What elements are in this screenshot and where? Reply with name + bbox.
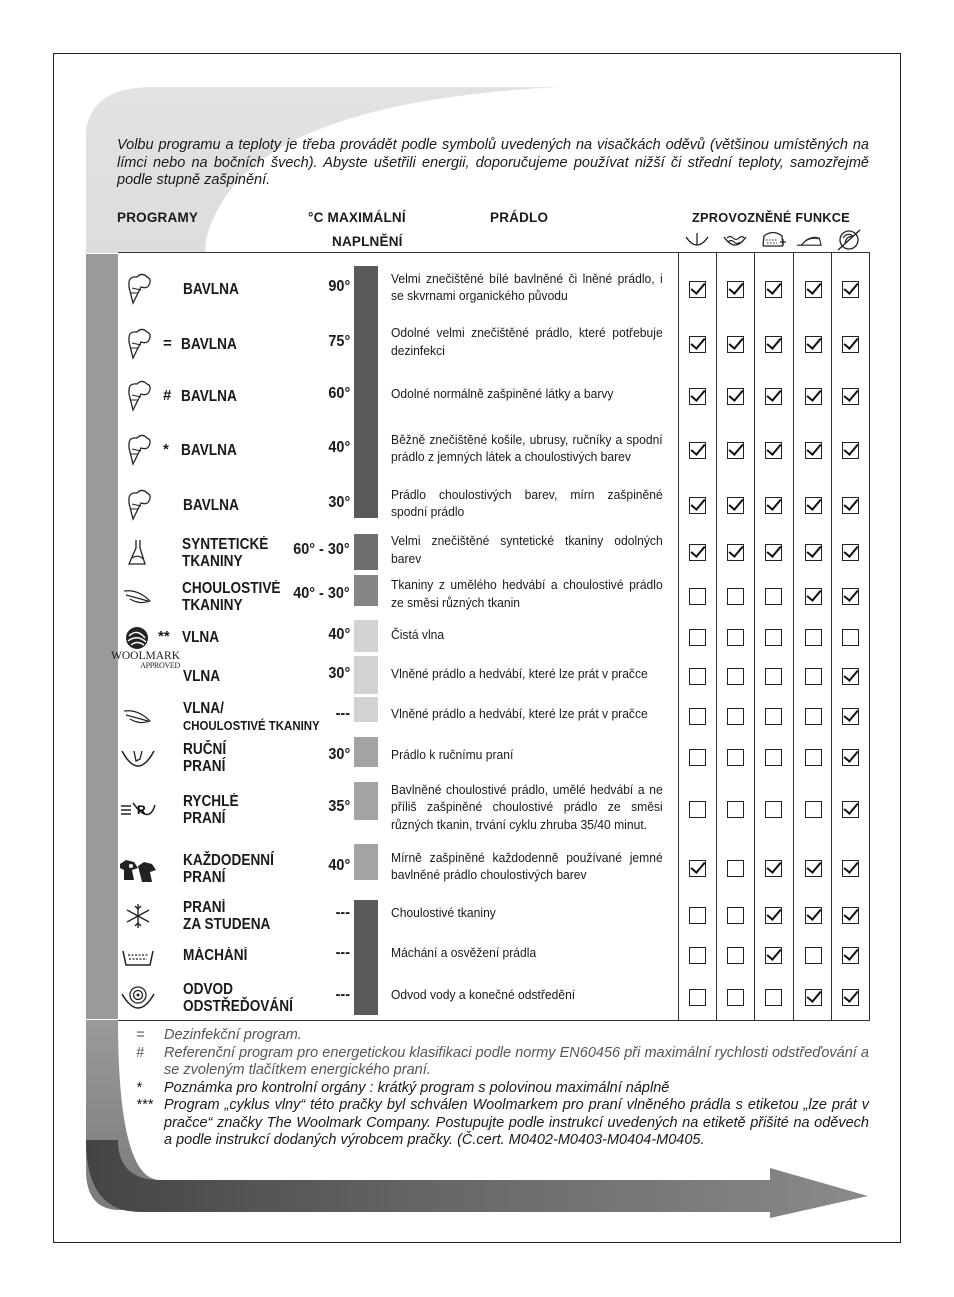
column-divider — [754, 253, 755, 1020]
load-level-bar — [354, 844, 378, 880]
load-level-bar — [354, 697, 378, 722]
empty-checkbox — [805, 947, 822, 964]
footnotes — [136, 1027, 869, 1150]
load-level-bar — [354, 737, 378, 767]
laundry-description: Prádlo choulostivých barev, mírn zašpiněné spodní prádlo — [391, 487, 663, 519]
checked-checkbox — [765, 907, 782, 924]
checked-checkbox — [805, 442, 822, 459]
table-bottom-divider — [118, 1020, 870, 1021]
program-temperature: 60° - 30° — [293, 540, 350, 558]
header-load: NAPLNĚNÍ — [332, 234, 403, 249]
laundry-description: Běžně znečištěné košile, ubrusy, ručníky a spodní prádlo z jemných látek a choulostivých barev — [391, 432, 663, 464]
laundry-description: Čistá vlna — [391, 628, 445, 643]
checked-checkbox — [842, 749, 859, 766]
program-mark: ** — [158, 628, 170, 645]
checked-checkbox — [842, 668, 859, 685]
checked-checkbox — [842, 544, 859, 561]
empty-checkbox — [765, 749, 782, 766]
empty-checkbox — [689, 749, 706, 766]
checked-checkbox — [727, 336, 744, 353]
header-functions: ZPROVOZNĚNÉ FUNKCE — [692, 210, 850, 225]
header-divider — [118, 252, 870, 253]
header-laundry: PRÁDLO — [490, 210, 549, 225]
empty-checkbox — [689, 989, 706, 1006]
laundry-description: Odolné normálně zašpiněné látky a barvy — [391, 386, 614, 401]
header-programs: PROGRAMY — [117, 210, 199, 225]
program-name: BAVLNA — [183, 497, 239, 514]
checked-checkbox — [805, 544, 822, 561]
laundry-description: Bavlněné choulostivé prádlo, umělé hedvábí a ne příliš zašpiněné choulostivé prádlo ze směsi různých tkanin, trvání cyklu zhruba 35/40 minut. — [391, 782, 663, 832]
laundry-description: Vlněné prádlo a hedvábí, které lze prát v pračce — [391, 707, 648, 722]
program-temperature: 90° — [328, 278, 350, 295]
checked-checkbox — [805, 860, 822, 877]
program-temperature: 30° — [328, 664, 350, 682]
checked-checkbox — [727, 497, 744, 514]
checked-checkbox — [805, 588, 822, 605]
program-temperature: 40° — [328, 857, 350, 874]
laundry-description: Odvod vody a konečné odstředění — [391, 988, 576, 1003]
empty-checkbox — [727, 907, 744, 924]
program-mark: * — [163, 441, 169, 458]
empty-checkbox — [805, 708, 822, 725]
load-level-bar — [354, 620, 378, 652]
delicate-icon — [118, 579, 158, 615]
program-name: BAVLNA — [181, 387, 237, 405]
laundry-description: Máchání a osvěžení prádla — [391, 946, 537, 961]
empty-checkbox — [805, 801, 822, 818]
program-temperature: 30° — [328, 745, 350, 763]
empty-checkbox — [689, 708, 706, 725]
load-level-bar — [354, 900, 378, 1015]
empty-checkbox — [805, 749, 822, 766]
spin-drain-icon — [118, 980, 158, 1016]
checked-checkbox — [842, 497, 859, 514]
checked-checkbox — [765, 388, 782, 405]
checked-checkbox — [842, 989, 859, 1006]
cotton-icon — [118, 327, 158, 363]
laundry-description: Odolné velmi znečištěné prádlo, které potřebuje dezinfekci — [391, 326, 663, 358]
cotton-icon — [118, 272, 158, 308]
laundry-description: Tkaniny z umělého hedvábí a choulostivé prádlo ze směsi různých tkanin — [391, 578, 663, 610]
checked-checkbox — [727, 388, 744, 405]
load-level-bar — [354, 266, 378, 518]
program-name: VLNA — [182, 629, 220, 646]
cotton-icon — [118, 433, 158, 469]
program-temperature: 40° — [328, 439, 350, 456]
load-level-bar — [354, 534, 378, 570]
empty-checkbox — [689, 588, 706, 605]
checked-checkbox — [842, 588, 859, 605]
synthetic-icon — [118, 535, 158, 571]
empty-checkbox — [765, 801, 782, 818]
empty-checkbox — [765, 989, 782, 1006]
empty-checkbox — [765, 668, 782, 685]
empty-checkbox — [689, 947, 706, 964]
checked-checkbox — [765, 497, 782, 514]
daily-wash-icon — [118, 851, 158, 887]
checked-checkbox — [842, 947, 859, 964]
prewash-icon — [760, 229, 786, 251]
laundry-description: Mírně zašpiněné každodenně používané jemné bavlněné prádlo choulostivých barev — [391, 850, 663, 882]
checked-checkbox — [805, 388, 822, 405]
footnote: *** Program „cyklus vlny“ této pračky byl schválen Woolmarkem pro praní vlněného prádla s etiketou „lze prát v pračce“ značky The Woolmark Company. Postupujte podle instrukcí uvedených na etiketě přišité na oděvech a podle instrukcí dodaných výrobcem pračky. (Č.cert. M0402-M0403-M0404-M0405. — [136, 1097, 869, 1148]
checked-checkbox — [842, 442, 859, 459]
program-name: MÁCHÁNÍ — [183, 947, 248, 964]
program-temperature: 40° — [328, 626, 350, 643]
empty-checkbox — [727, 801, 744, 818]
load-level-bar — [354, 575, 378, 606]
laundry-description: Velmi znečištěné bílé bavlněné či lněné prádlo, i se skvrnami organického původu — [391, 271, 663, 303]
program-name: ODVOD ODSTŘEĎOVÁNÍ — [183, 981, 293, 1015]
program-temperature: 40° - 30° — [293, 584, 350, 602]
empty-checkbox — [689, 629, 706, 646]
load-level-bar — [354, 782, 378, 820]
checked-checkbox — [842, 388, 859, 405]
checked-checkbox — [727, 544, 744, 561]
checked-checkbox — [727, 281, 744, 298]
checked-checkbox — [842, 907, 859, 924]
program-name: RYCHLÉ PRANÍ — [183, 793, 239, 827]
easy-iron-icon — [796, 229, 822, 251]
laundry-description: Prádlo k ručnímu praní — [391, 747, 514, 762]
cold-wash-icon — [118, 898, 158, 934]
program-name: KAŽDODENNÍ PRANÍ — [183, 852, 274, 886]
wool-icon — [118, 620, 158, 656]
checked-checkbox — [765, 336, 782, 353]
delicate-icon — [118, 699, 158, 735]
program-name: SYNTETICKÉ TKANINY — [182, 535, 269, 570]
checked-checkbox — [842, 708, 859, 725]
program-temperature: --- — [335, 944, 350, 961]
column-divider — [869, 253, 870, 1020]
footnote: * Poznámka pro kontrolní orgány : krátký program s polovinou maximální náplně — [136, 1079, 670, 1096]
program-mark: # — [163, 386, 172, 404]
footnote: = Dezinfekční program. — [136, 1027, 302, 1043]
program-temperature: --- — [335, 705, 350, 722]
column-divider — [678, 253, 679, 1020]
program-name: BAVLNA — [181, 335, 237, 353]
empty-checkbox — [689, 801, 706, 818]
program-mark: = — [163, 334, 172, 352]
empty-checkbox — [765, 708, 782, 725]
cotton-icon — [118, 488, 158, 524]
checked-checkbox — [689, 860, 706, 877]
checked-checkbox — [842, 336, 859, 353]
empty-checkbox — [727, 629, 744, 646]
load-level-bar — [354, 656, 378, 694]
checked-checkbox — [805, 989, 822, 1006]
empty-checkbox — [727, 668, 744, 685]
empty-checkbox — [727, 989, 744, 1006]
program-name: VLNA/ CHOULOSTIVÉ TKANINY — [183, 700, 320, 733]
empty-checkbox — [805, 629, 822, 646]
checked-checkbox — [765, 442, 782, 459]
empty-checkbox — [689, 668, 706, 685]
laundry-description: Vlněné prádlo a hedvábí, které lze prát v pračce — [391, 666, 648, 681]
checked-checkbox — [842, 860, 859, 877]
column-divider — [793, 253, 794, 1020]
empty-checkbox — [727, 588, 744, 605]
checked-checkbox — [689, 336, 706, 353]
svg-text:R: R — [137, 803, 146, 817]
checked-checkbox — [689, 281, 706, 298]
header-max-temp: °C MAXIMÁLNÍ — [308, 210, 406, 225]
checked-checkbox — [689, 388, 706, 405]
laundry-description: Choulostivé tkaniny — [391, 906, 496, 921]
column-divider — [716, 253, 717, 1020]
program-name: BAVLNA — [181, 442, 237, 459]
empty-checkbox — [765, 588, 782, 605]
empty-checkbox — [727, 947, 744, 964]
checked-checkbox — [805, 497, 822, 514]
checked-checkbox — [805, 907, 822, 924]
checked-checkbox — [727, 442, 744, 459]
program-temperature: --- — [335, 904, 350, 921]
rinse-icon — [118, 938, 158, 974]
checked-checkbox — [805, 336, 822, 353]
checked-checkbox — [689, 544, 706, 561]
cotton-icon — [118, 379, 158, 415]
checked-checkbox — [842, 281, 859, 298]
woolmark-logo: WOOLMARK APPROVED — [111, 650, 180, 670]
checked-checkbox — [842, 801, 859, 818]
empty-checkbox — [805, 668, 822, 685]
extra-rinse-icon — [722, 229, 748, 251]
checked-checkbox — [805, 281, 822, 298]
program-name: BAVLNA — [183, 281, 239, 298]
footnote: # Referenční program pro energetickou klasifikaci podle normy EN60456 při maximální rychlosti odstřeďování a se zvoleným tlačítkem energického praní. — [136, 1044, 869, 1078]
no-spin-icon — [836, 229, 862, 251]
empty-checkbox — [842, 629, 859, 646]
spin-reduction-icon — [684, 229, 710, 251]
intro-text: Volbu programu a teploty je třeba provádět podle symbolů uvedených na visačkách oděvů (většinou umístěných na límci nebo na bočních švech). Abyste ušetřili energii, doporučujeme používat nižší či střední teploty, samozřejmě podle stupně zašpinění. — [117, 137, 869, 188]
program-name: RUČNÍ PRANÍ — [183, 740, 227, 775]
hand-wash-icon — [118, 740, 158, 776]
program-name: VLNA — [183, 667, 221, 685]
program-temperature: --- — [335, 986, 350, 1003]
checked-checkbox — [689, 497, 706, 514]
checked-checkbox — [765, 281, 782, 298]
empty-checkbox — [765, 629, 782, 646]
program-temperature: 75° — [328, 332, 350, 350]
program-temperature: 30° — [328, 494, 350, 511]
checked-checkbox — [689, 442, 706, 459]
empty-checkbox — [689, 907, 706, 924]
empty-checkbox — [727, 749, 744, 766]
checked-checkbox — [765, 860, 782, 877]
laundry-description: Velmi znečištěné syntetické tkaniny odolných barev — [391, 534, 663, 566]
program-temperature: 60° — [328, 384, 350, 402]
checked-checkbox — [765, 947, 782, 964]
program-temperature: 35° — [328, 798, 350, 815]
program-name: CHOULOSTIVÉ TKANINY — [182, 579, 281, 614]
column-divider — [831, 253, 832, 1020]
empty-checkbox — [727, 708, 744, 725]
program-name: PRANÍ ZA STUDENA — [183, 899, 271, 933]
empty-checkbox — [727, 860, 744, 877]
checked-checkbox — [765, 544, 782, 561]
quick-wash-icon — [118, 792, 158, 828]
